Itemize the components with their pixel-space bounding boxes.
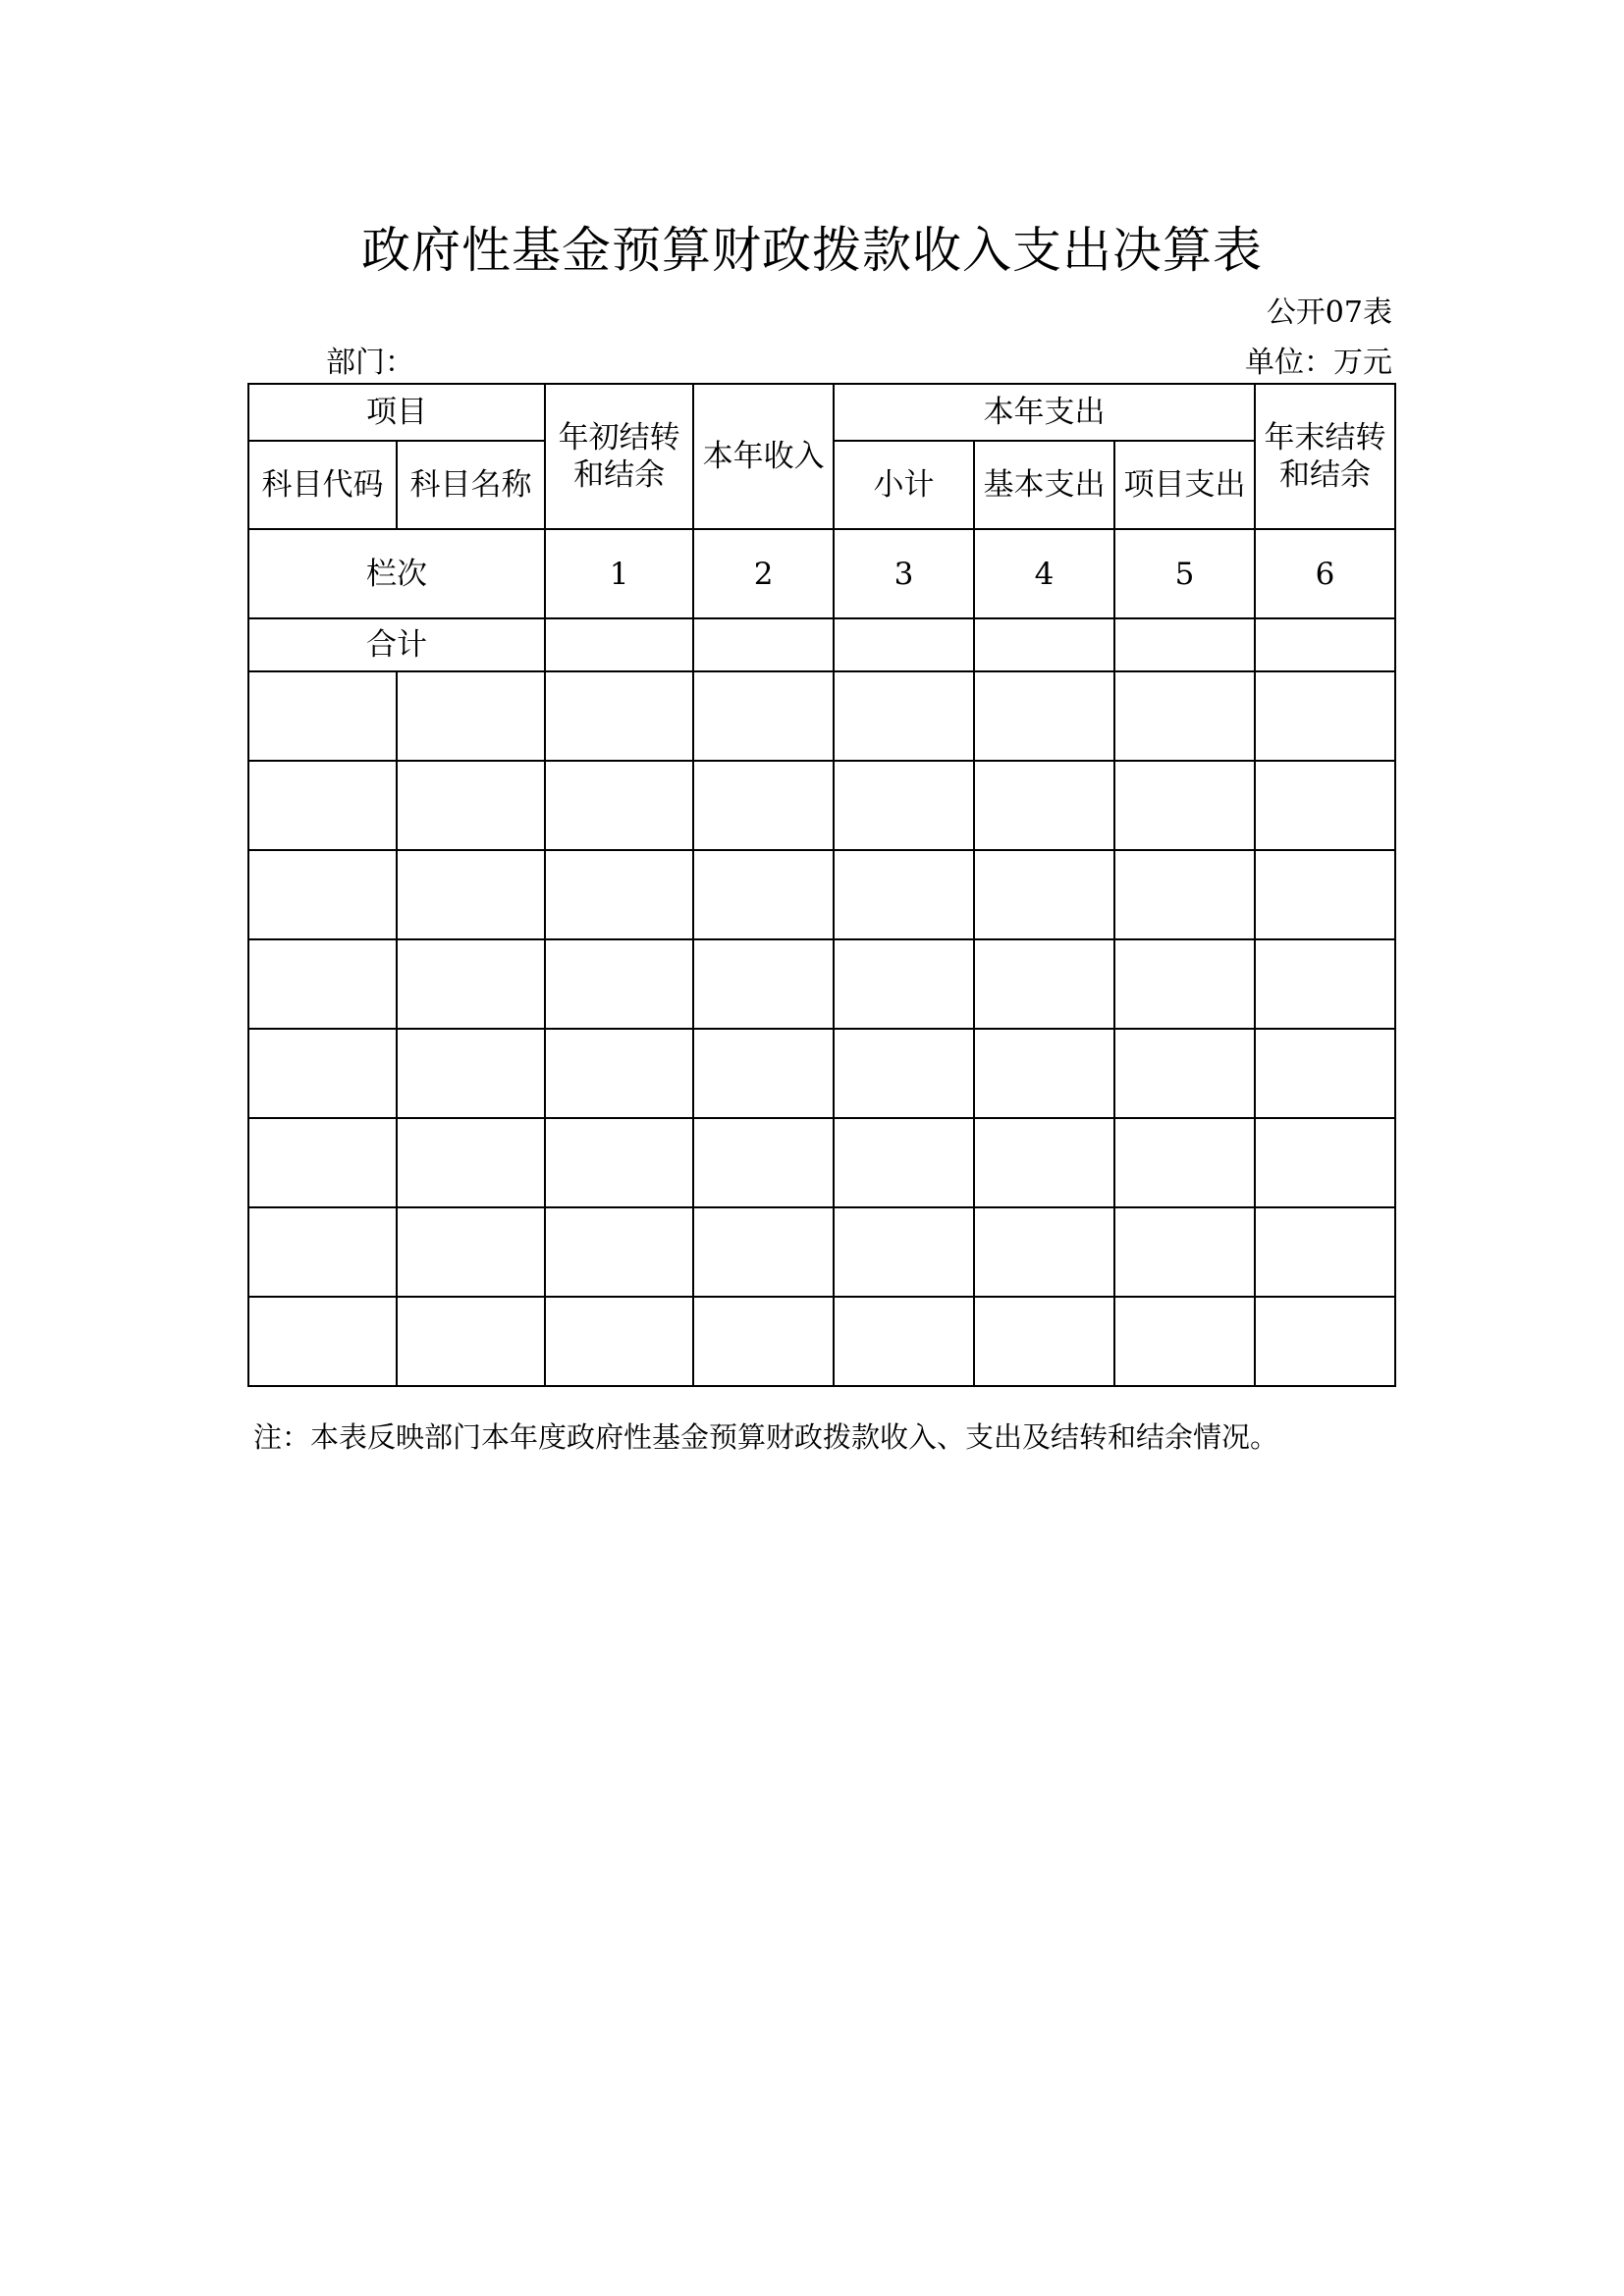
table-cell [1255, 618, 1395, 671]
table-cell [1114, 1297, 1255, 1386]
table-cell [693, 1207, 834, 1297]
table-cell [974, 1297, 1114, 1386]
table-cell [545, 618, 693, 671]
table-cell [397, 761, 545, 850]
column-number: 5 [1114, 529, 1255, 618]
header-basic-expense: 基本支出 [974, 441, 1114, 529]
table-cell [545, 939, 693, 1029]
header-subject-code: 科目代码 [248, 441, 397, 529]
table-cell [397, 1297, 545, 1386]
table-cell [1255, 761, 1395, 850]
table-cell [974, 1207, 1114, 1297]
header-subtotal: 小计 [834, 441, 974, 529]
table-cell [1255, 939, 1395, 1029]
table-row [248, 761, 1395, 850]
table-cell [834, 1207, 974, 1297]
table-row [248, 1207, 1395, 1297]
table-row [248, 1297, 1395, 1386]
table-cell [545, 1029, 693, 1118]
table-cell [1114, 850, 1255, 939]
table-cell [248, 1207, 397, 1297]
table-cell [1114, 1207, 1255, 1297]
table-cell [693, 618, 834, 671]
table-cell [397, 1029, 545, 1118]
table-cell [974, 850, 1114, 939]
table-cell [834, 1118, 974, 1207]
header-project: 项目 [248, 384, 545, 441]
column-number: 6 [1255, 529, 1395, 618]
table-cell [693, 1297, 834, 1386]
empty-rows [248, 671, 1395, 1386]
header-end-balance-line2: 和结余 [1278, 457, 1371, 493]
budget-table [247, 383, 1396, 1387]
table-cell [397, 1118, 545, 1207]
table-row [248, 671, 1395, 761]
table-cell [397, 939, 545, 1029]
unit-label: 单位：万元 [1245, 346, 1392, 380]
column-number: 4 [974, 529, 1114, 618]
table-cell [1114, 618, 1255, 671]
table-cell [974, 671, 1114, 761]
table-cell [834, 1029, 974, 1118]
table-cell [834, 850, 974, 939]
table-cell [1255, 1029, 1395, 1118]
table-cell [693, 671, 834, 761]
table-cell [1114, 939, 1255, 1029]
header-end-balance [1255, 384, 1395, 529]
table-cell [834, 939, 974, 1029]
table-cell [397, 671, 545, 761]
total-label: 合计 [248, 618, 545, 671]
table-cell [1255, 1207, 1395, 1297]
table-cell [1114, 761, 1255, 850]
department-label: 部门： [326, 346, 414, 380]
table-cell [545, 671, 693, 761]
header-end-balance-line1: 年末结转 [1264, 420, 1386, 455]
table-cell [248, 1297, 397, 1386]
table-row [248, 1118, 1395, 1207]
table-cell [1114, 671, 1255, 761]
table-cell [834, 761, 974, 850]
table-cell [1255, 671, 1395, 761]
footnote: 注：本表反映部门本年度政府性基金预算财政拨款收入、支出及结转和结余情况。 [253, 1420, 1279, 1454]
table-cell [693, 1029, 834, 1118]
header-row-1 [248, 384, 1395, 441]
column-number: 2 [693, 529, 834, 618]
table-cell [1114, 1029, 1255, 1118]
table-cell [545, 850, 693, 939]
table-cell [1255, 1118, 1395, 1207]
header-expense: 本年支出 [834, 384, 1255, 441]
table-cell [1255, 1297, 1395, 1386]
table-row [248, 939, 1395, 1029]
table-cell [693, 850, 834, 939]
table-cell [834, 671, 974, 761]
table-cell [248, 1118, 397, 1207]
table-cell [974, 939, 1114, 1029]
table-cell [693, 1118, 834, 1207]
table-cell [693, 761, 834, 850]
column-number: 3 [834, 529, 974, 618]
table-cell [248, 671, 397, 761]
page-title: 政府性基金预算财政拨款收入支出决算表 [361, 222, 1263, 279]
header-begin-balance-line2: 和结余 [573, 457, 666, 493]
header-begin-balance [545, 384, 693, 529]
column-index-label: 栏次 [248, 529, 545, 618]
table-cell [974, 618, 1114, 671]
table-cell [974, 1029, 1114, 1118]
table-cell [693, 939, 834, 1029]
table-cell [248, 939, 397, 1029]
table-cell [545, 1207, 693, 1297]
column-number: 1 [545, 529, 693, 618]
table-cell [974, 761, 1114, 850]
table-cell [397, 1207, 545, 1297]
table-cell [397, 850, 545, 939]
column-index-row [248, 529, 1395, 618]
header-income: 本年收入 [693, 384, 834, 529]
table-cell [1255, 850, 1395, 939]
table-cell [248, 850, 397, 939]
table-cell [834, 1297, 974, 1386]
table-cell [248, 1029, 397, 1118]
table-cell [834, 618, 974, 671]
total-row [248, 618, 1395, 671]
table-cell [1114, 1118, 1255, 1207]
header-project-expense: 项目支出 [1114, 441, 1255, 529]
table-cell [545, 1297, 693, 1386]
table-cell [248, 761, 397, 850]
header-subject-name: 科目名称 [397, 441, 545, 529]
table-cell [545, 761, 693, 850]
table-cell [545, 1118, 693, 1207]
table-cell [974, 1118, 1114, 1207]
header-begin-balance-line1: 年初结转 [558, 420, 680, 455]
form-number: 公开07表 [1266, 295, 1392, 330]
table-row [248, 1029, 1395, 1118]
table-row [248, 850, 1395, 939]
